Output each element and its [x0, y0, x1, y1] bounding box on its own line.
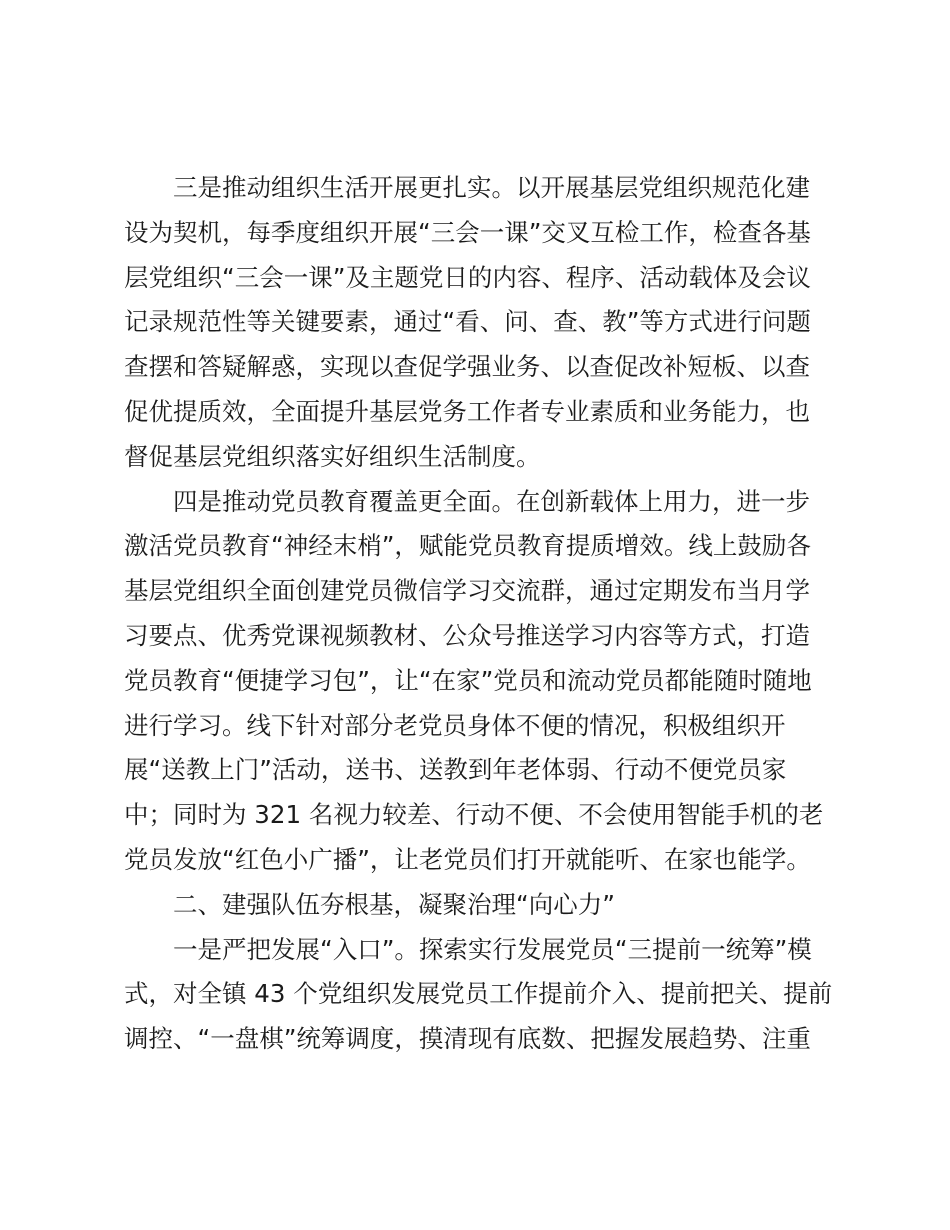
- paragraph-line: 查摆和答疑解惑，实现以查促学强业务、以查促改补短板、以查: [124, 352, 810, 382]
- paragraph-line: 激活党员教育“神经末梢”，赋能党员教育提质增效。线上鼓励各: [124, 531, 811, 561]
- paragraph-line: 党员发放“红色小广播”，让老党员们打开就能听、在家也能学。: [124, 844, 811, 874]
- paragraph-line: 促优提质效，全面提升基层党务工作者专业素质和业务能力，也: [124, 396, 810, 426]
- section-heading: 二、建强队伍夯根基，凝聚治理“向心力”: [173, 889, 615, 919]
- paragraph-line: 进行学习。线下针对部分老党员身体不便的情况，积极组织开: [124, 710, 786, 740]
- paragraph-line: 党员教育“便捷学习包”，让“在家”党员和流动党员都能随时随地: [124, 665, 812, 695]
- paragraph-line: 四是推动党员教育覆盖更全面。在创新载体上用力，进一步: [173, 486, 810, 516]
- paragraph-line: 基层党组织全面创建党员微信学习交流群，通过定期发布当月学: [124, 576, 810, 606]
- paragraph-line: 设为契机，每季度组织开展“三会一课”交叉互检工作，检查各基: [124, 217, 811, 247]
- paragraph-line: 一是严把发展“入口”。探索实行发展党员“三提前一统筹”模: [173, 934, 812, 964]
- paragraph-line: 展“送教上门”活动，送书、送教到年老体弱、行动不便党员家: [124, 755, 787, 785]
- paragraph-line: 式，对全镇 43 个党组织发展党员工作提前介入、提前把关、提前: [124, 979, 833, 1009]
- paragraph-line: 层党组织“三会一课”及主题党日的内容、程序、活动载体及会议: [124, 262, 811, 292]
- paragraph-line: 记录规范性等关键要素，通过“看、问、查、教”等方式进行问题: [124, 307, 811, 337]
- paragraph-line: 三是推动组织生活开展更扎实。以开展基层党组织规范化建: [173, 173, 810, 202]
- paragraph-line: 调控、“一盘棋”统筹调度，摸清现有底数、把握发展趋势、注重: [124, 1024, 811, 1054]
- paragraph-line: 习要点、优秀党课视频教材、公众号推送学习内容等方式，打造: [124, 620, 810, 650]
- document-body: [124, 166, 834, 1062]
- paragraph-line: 中；同时为 321 名视力较差、行动不便、不会使用智能手机的老: [124, 800, 824, 830]
- paragraph-line: 督促基层党组织落实好组织生活制度。: [124, 441, 541, 471]
